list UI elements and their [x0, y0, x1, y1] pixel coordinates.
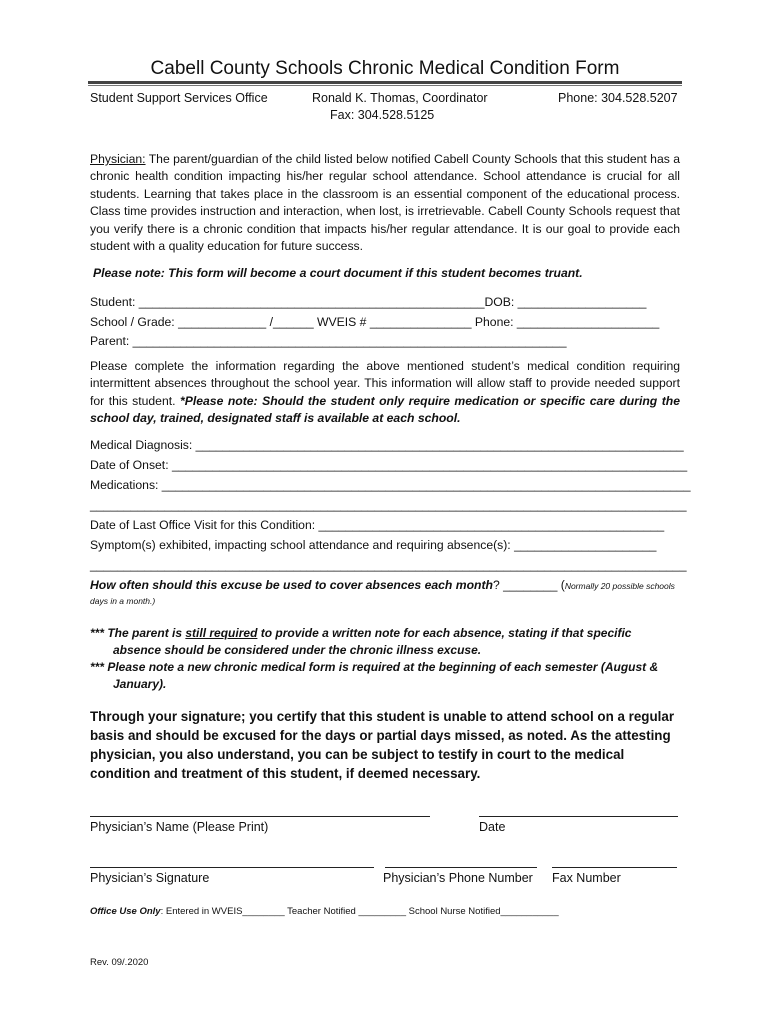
instructions-paragraph — [90, 358, 680, 428]
medications-field[interactable]: Medications: ______________________________________________________________________________ — [90, 478, 691, 492]
frequency-question: How often should this excuse be used to cover absences each month — [90, 578, 493, 592]
parent-field[interactable]: Parent: ________________________________________________________________ — [90, 334, 567, 348]
certification-statement: Through your signature; you certify that this student is unable to attend school on a regular basis and should be excused for the days or partial days missed, as noted. As the attesting physician, you also understand, you can be subject to testify in court to the medical condition and treatment of this student, if deemed necessary. — [90, 709, 675, 781]
parent-note — [90, 625, 690, 693]
physician-label: Physician: — [90, 152, 146, 166]
frequency-hint: Normally 20 possible schools — [564, 581, 675, 591]
note1-underlined: still required — [185, 626, 258, 640]
coordinator-name: Ronald K. Thomas, Coordinator — [312, 91, 488, 105]
date-label: Date — [479, 820, 506, 834]
fax-number-label: Fax Number — [552, 871, 621, 885]
date-of-onset-field[interactable]: Date of Onset: ____________________________________________________________________________ — [90, 458, 688, 472]
symptoms-field[interactable]: Symptom(s) exhibited, impacting school attendance and requiring absence(s): _____________________ — [90, 538, 657, 552]
court-note: Please note: This form will become a court document if this student becomes truant. — [93, 266, 583, 280]
physician-signature-line[interactable] — [90, 867, 374, 868]
title-rule-thin — [88, 85, 682, 86]
frequency-hint-continued: days in a month.) — [90, 596, 156, 606]
office-use-label: Office Use Only — [90, 906, 161, 917]
note2: *** Please note a new chronic medical form is required at the beginning of each semester (August & — [90, 660, 659, 674]
last-visit-field[interactable]: Date of Last Office Visit for this Condition: ___________________________________________________ — [90, 518, 665, 532]
office-name: Student Support Services Office — [90, 91, 268, 105]
physician-name-label: Physician’s Name (Please Print) — [90, 820, 269, 834]
office-fax: Fax: 304.528.5125 — [330, 108, 435, 122]
instructions-emphasis: *Please note: Should the student only require medication or specific care during the school day, trained, designated staff is available at each school. — [90, 393, 680, 426]
office-use-line — [90, 906, 559, 917]
student-field[interactable]: Student: ___________________________________________________DOB: ___________________ — [90, 295, 647, 309]
note2-continued: January). — [113, 677, 167, 691]
title-rule — [88, 81, 682, 84]
symptoms-continued-field[interactable]: ________________________________________________________________________________________ — [90, 558, 687, 572]
revision-date: Rev. 09/.2020 — [90, 957, 149, 968]
medical-diagnosis-field[interactable]: Medical Diagnosis: ________________________________________________________________________ — [90, 438, 684, 452]
physician-phone-label: Physician’s Phone Number — [383, 871, 533, 885]
physician-phone-line[interactable] — [385, 867, 537, 868]
fax-number-line[interactable] — [552, 867, 677, 868]
physician-name-line[interactable] — [90, 816, 430, 817]
intro-paragraph — [90, 151, 680, 255]
date-line[interactable] — [479, 816, 678, 817]
frequency-answer[interactable]: ? ________ ( — [492, 578, 565, 592]
frequency-line[interactable] — [90, 578, 675, 592]
note1-continued: absence should be considered under the chronic illness excuse. — [113, 643, 482, 657]
physician-signature-label: Physician’s Signature — [90, 871, 210, 885]
intro-text: The parent/guardian of the child listed below notified Cabell County Schools that this student has a chronic health condition impacting his/her regular school attendance. School attendance is crucial for all students. Learning that takes place in the classroom is an essential component of the educational process. Class time provides instruction and interaction, when lost, is irretrievable. Cabell County Schools request that you verify there is a chronic condition that impacts his/her regular attendance. It is our goal to provide each student with a quality education for future success. — [90, 152, 680, 254]
office-phone: Phone: 304.528.5207 — [558, 91, 678, 105]
school-grade-field[interactable]: School / Grade: _____________ /______ WVEIS # _______________ Phone: _____________________ — [90, 315, 660, 329]
medications-continued-field[interactable]: ________________________________________________________________________________________ — [90, 498, 687, 512]
office-use-fields[interactable]: : Entered in WVEIS________ Teacher Notified _________ School Nurse Notified___________ — [160, 906, 559, 917]
page-title: Cabell County Schools Chronic Medical Condition Form — [150, 58, 620, 79]
note1-rest: to provide a written note for each absence, stating if that specific — [257, 626, 632, 640]
note1-prefix: *** The parent is — [90, 626, 186, 640]
instructions-text: Please complete the information regarding the above mentioned student’s medical condition requiring intermittent absences throughout the school year. This information will allow staff to provide needed support for this student. — [90, 359, 680, 408]
